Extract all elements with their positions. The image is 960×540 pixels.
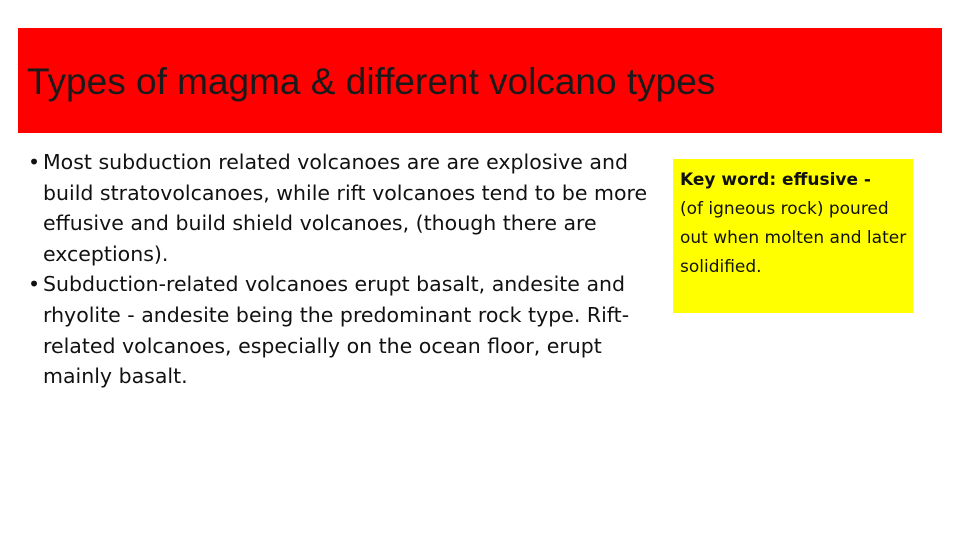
bullet-item xyxy=(28,269,648,391)
bullet-item xyxy=(28,147,648,269)
bullet-marker: • xyxy=(28,272,41,297)
bullet-marker: • xyxy=(28,150,41,174)
keyword-heading: Key word: effusive - xyxy=(680,170,871,190)
keyword-callout xyxy=(673,159,913,313)
bullet-text: Subduction-related volcanoes erupt basalt, andesite and rhyolite - andesite being the predominant rock type. Rift-related volcanoes, especially on the ocean floor, erupt mainly basalt. xyxy=(43,272,630,389)
bullet-list xyxy=(28,147,648,392)
title-band xyxy=(18,28,942,133)
bullet-text: Most subduction related volcanoes are are explosive and build stratovolcanoes, while rift volcanoes tend to be more effusive and build shield volcanoes, (though there are exceptions). xyxy=(43,150,648,266)
keyword-definition: (of igneous rock) poured out when molten and later solidified. xyxy=(680,199,907,277)
slide-title: Types of magma & different volcano types xyxy=(27,61,716,102)
